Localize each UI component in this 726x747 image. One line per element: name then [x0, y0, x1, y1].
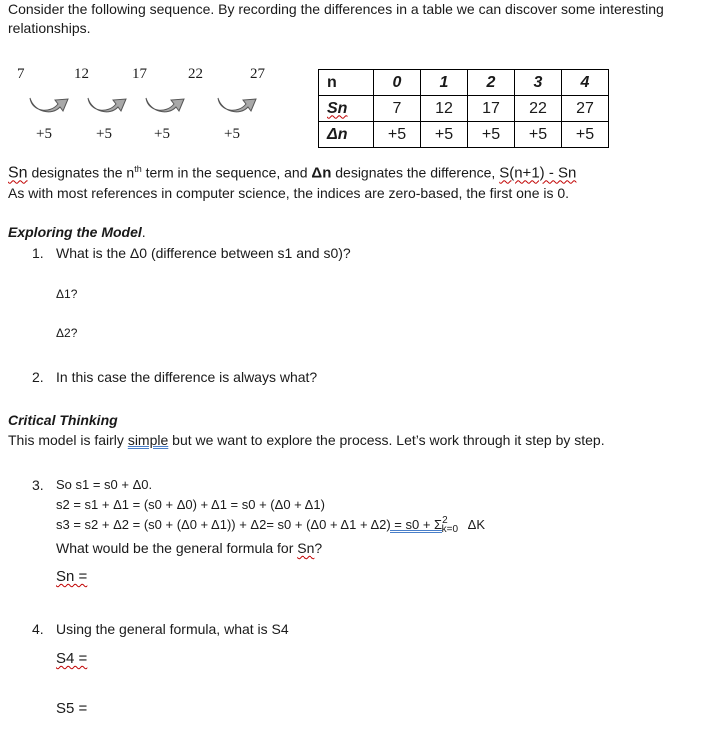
formula-part: ΔK	[464, 517, 486, 532]
superscript-th: th	[134, 164, 142, 174]
section-heading-exploring	[8, 224, 146, 240]
difference-label: +5	[36, 126, 52, 142]
formula-part: s3 = s2 + Δ2 = (s0 + (Δ0 + Δ1)) + Δ2= s0 + (Δ0 + Δ1 + Δ2	[56, 517, 387, 532]
sum-lower-limit: k=0	[441, 524, 459, 535]
table-cell: +5	[374, 122, 421, 148]
heading-dot: .	[141, 224, 146, 240]
s4-answer: S4 =	[56, 650, 88, 667]
table-header-cell: Δn	[319, 122, 374, 148]
table-cell: +5	[468, 122, 515, 148]
table-cell: 4	[562, 70, 609, 96]
difference-label: +5	[154, 126, 170, 142]
difference-formula: S(n+1) - Sn	[499, 164, 577, 182]
question-1: What is the Δ0 (difference between s1 and s0)?	[56, 245, 351, 261]
difference-label: +5	[96, 126, 112, 142]
curved-arrow-icon	[144, 94, 188, 116]
difference-label: +5	[224, 126, 240, 142]
q3-line-1: So s1 = s0 + Δ0.	[56, 477, 153, 492]
table-header-cell: n	[319, 70, 374, 96]
sn-answer: Sn =	[56, 568, 88, 585]
sequence-term: 7	[17, 66, 25, 82]
curved-arrow-icon	[28, 94, 72, 116]
delta-1-prompt: Δ1?	[56, 287, 78, 301]
formula-part: ) = s0 + Σ	[386, 517, 443, 532]
heading-text: Exploring the Model	[8, 224, 142, 240]
question-number: 4.	[32, 621, 44, 637]
critical-text-part: but we want to explore the process. Let’s work through it step by step.	[168, 432, 605, 448]
question-number: 3.	[32, 477, 44, 493]
table-cell: 1	[421, 70, 468, 96]
sequence-table	[318, 69, 609, 148]
table-cell: 2	[468, 70, 515, 96]
table-cell: +5	[515, 122, 562, 148]
underlined-word: simple	[127, 432, 169, 448]
table-cell: 0	[374, 70, 421, 96]
sum-upper-limit: 2	[442, 515, 448, 526]
intro-text: Consider the following sequence. By recording the differences in a table we can discover some interesting relationships.	[8, 1, 664, 36]
table-row	[319, 122, 609, 148]
table-header-cell: Sn	[319, 96, 374, 122]
q3-prompt	[56, 540, 322, 556]
question-number: 2.	[32, 369, 44, 385]
table-cell: 17	[468, 96, 515, 122]
table-cell: +5	[562, 122, 609, 148]
question-4: Using the general formula, what is S4	[56, 621, 289, 637]
definition-text: designates the difference,	[331, 164, 500, 181]
table-row	[319, 70, 609, 96]
table-row	[319, 96, 609, 122]
definition-text: term in the sequence, and	[141, 164, 312, 181]
table-cell: 22	[515, 96, 562, 122]
q3-line-3	[56, 515, 486, 535]
s5-answer: S5 =	[56, 700, 88, 717]
section-heading-critical: Critical Thinking	[8, 412, 118, 428]
prompt-text: ?	[314, 540, 323, 556]
table-cell: 3	[515, 70, 562, 96]
table-cell: 27	[562, 96, 609, 122]
critical-text-part: This model is fairly	[8, 432, 128, 448]
table-cell: 12	[421, 96, 468, 122]
question-number: 1.	[32, 245, 44, 261]
critical-text	[8, 432, 605, 448]
definition-text: designates the n	[27, 164, 135, 181]
definition-line	[8, 164, 576, 183]
question-2: In this case the difference is always what?	[56, 369, 318, 385]
sequence-term: 12	[74, 66, 89, 82]
q3-line-2: s2 = s1 + Δ1 = (s0 + Δ0) + Δ1 = s0 + (Δ0 + Δ1)	[56, 497, 325, 512]
sequence-term: 27	[250, 66, 265, 82]
delta-2-prompt: Δ2?	[56, 326, 78, 340]
sequence-term: 22	[188, 66, 203, 82]
curved-arrow-icon	[216, 94, 260, 116]
sn-symbol: Sn	[8, 164, 28, 182]
sequence-term: 17	[132, 66, 147, 82]
table-cell: +5	[421, 122, 468, 148]
table-cell: 7	[374, 96, 421, 122]
prompt-text: What would be the general formula for	[56, 540, 298, 556]
curved-arrow-icon	[86, 94, 130, 116]
delta-symbol: Δn	[311, 164, 332, 182]
zero-based-note: As with most references in computer science, the indices are zero-based, the first one is 0.	[8, 185, 570, 201]
sn-symbol: Sn	[297, 540, 315, 556]
